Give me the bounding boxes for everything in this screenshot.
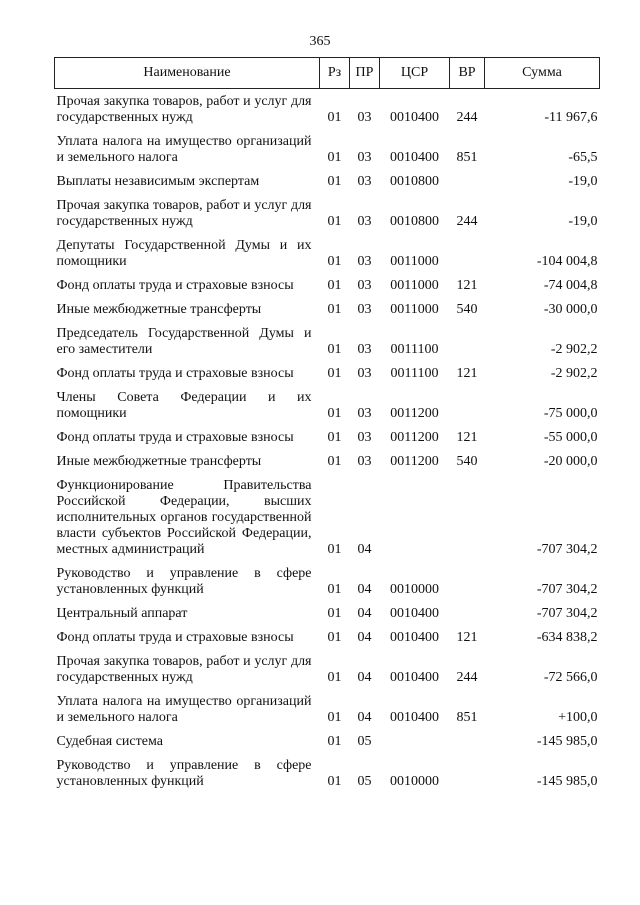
row-rz: 01 [327,670,342,685]
row-name-text: Функционирование Правительства Российской Федерации, высших исполнительных органов государственной власти субъектов Российской Федерации, местных администраций [56,478,312,557]
table-row [55,297,600,321]
row-rz: 01 [327,454,342,469]
row-pr: 03 [357,406,372,421]
row-name [55,385,320,425]
row-sum: -74 004,8 [543,278,598,293]
row-sum: -65,5 [568,150,598,165]
row-csr: 0011000 [390,254,439,269]
row-sum: -19,0 [568,174,598,189]
row-csr: 0010400 [390,110,439,125]
row-pr: 04 [357,542,372,557]
row-csr: 0010000 [390,582,439,597]
table-row [55,129,600,169]
row-name [55,193,320,233]
row-rz: 01 [327,366,342,381]
row-name-text: Фонд оплаты труда и страховые взносы [56,278,294,293]
row-csr: 0011200 [390,430,439,445]
row-name-text: Иные межбюджетные трансферты [56,454,262,469]
row-sum: -145 985,0 [536,734,598,749]
row-name [55,729,320,753]
row-vr [450,561,485,601]
row-name [55,753,320,793]
row-name-text: Прочая закупка товаров, работ и услуг для государственных нужд [56,94,312,125]
row-pr: 03 [357,342,372,357]
row-vr [450,601,485,625]
row-name [55,649,320,689]
row-name-text: Фонд оплаты труда и страховые взносы [56,430,294,445]
row-name [55,625,320,649]
row-sum: -55 000,0 [543,430,598,445]
row-name-text: Уплата налога на имущество организаций и земельного налога [56,134,312,165]
row-pr: 03 [357,430,372,445]
row-csr: 0011000 [390,302,439,317]
row-name [55,321,320,361]
row-rz: 01 [327,606,342,621]
row-sum: -2 902,2 [550,366,598,381]
row-pr: 05 [357,734,372,749]
row-vr: 121 [456,278,478,293]
row-name-text: Выплаты независимым экспертам [56,174,260,189]
table-row [55,449,600,473]
row-name [55,449,320,473]
row-sum: -707 304,2 [536,606,598,621]
row-vr: 540 [456,454,478,469]
row-name-text: Прочая закупка товаров, работ и услуг для государственных нужд [56,198,312,229]
row-sum: -145 985,0 [536,774,598,789]
table-row [55,729,600,753]
row-name [55,561,320,601]
row-vr [450,321,485,361]
budget-table [54,57,600,793]
table-row [55,601,600,625]
row-name-text: Руководство и управление в сфере установленных функций [56,566,312,597]
row-csr: 0010800 [390,174,439,189]
table-row [55,89,600,130]
row-sum: -707 304,2 [536,582,598,597]
row-pr: 04 [357,606,372,621]
table-row [55,233,600,273]
row-sum: -634 838,2 [536,630,598,645]
row-sum: -11 967,6 [544,110,598,125]
row-name [55,297,320,321]
row-pr: 04 [357,630,372,645]
row-vr [450,385,485,425]
row-sum: -707 304,2 [536,542,598,557]
row-csr: 0010400 [390,630,439,645]
row-rz: 01 [327,110,342,125]
row-pr: 04 [357,710,372,725]
header-sum: Сумма [485,58,600,89]
row-csr: 0010400 [390,150,439,165]
row-sum: -20 000,0 [543,454,598,469]
row-csr: 0010000 [390,774,439,789]
row-vr [450,233,485,273]
row-rz: 01 [327,430,342,445]
row-csr: 0011100 [390,366,439,381]
row-rz: 01 [327,734,342,749]
row-name-text: Фонд оплаты труда и страховые взносы [56,366,294,381]
row-rz: 01 [327,254,342,269]
row-csr: 0010800 [390,214,439,229]
row-sum: -75 000,0 [543,406,598,421]
row-name [55,425,320,449]
row-vr: 244 [456,214,478,229]
row-name [55,473,320,561]
row-sum: -19,0 [568,214,598,229]
row-vr: 121 [456,630,478,645]
row-vr: 244 [456,670,478,685]
row-name-text: Центральный аппарат [56,606,188,621]
row-rz: 01 [327,214,342,229]
row-pr: 03 [357,254,372,269]
row-sum: -72 566,0 [543,670,598,685]
table-row [55,625,600,649]
row-vr: 244 [456,110,478,125]
table-row [55,649,600,689]
row-pr: 03 [357,302,372,317]
header-csr: ЦСР [380,58,450,89]
row-name [55,129,320,169]
table-row [55,361,600,385]
header-name: Наименование [55,58,320,89]
row-name-text: Руководство и управление в сфере установленных функций [56,758,312,789]
table-row [55,273,600,297]
row-rz: 01 [327,710,342,725]
row-pr: 05 [357,774,372,789]
row-name-text: Председатель Государственной Думы и его заместители [56,326,312,357]
row-name-text: Судебная система [56,734,163,749]
row-rz: 01 [327,174,342,189]
row-csr: 0011000 [390,278,439,293]
row-pr: 03 [357,454,372,469]
row-name-text: Депутаты Государственной Думы и их помощники [56,238,312,269]
row-pr: 03 [357,150,372,165]
table-row [55,473,600,561]
row-rz: 01 [327,582,342,597]
page-number: 365 [309,34,331,49]
row-name-text: Фонд оплаты труда и страховые взносы [56,630,294,645]
row-csr: 0011200 [390,454,439,469]
row-vr: 121 [456,366,478,381]
row-csr: 0011200 [390,406,439,421]
row-name-text: Уплата налога на имущество организаций и земельного налога [56,694,312,725]
row-name [55,273,320,297]
row-vr: 540 [456,302,478,317]
row-sum: -30 000,0 [543,302,598,317]
row-vr [450,169,485,193]
row-vr [450,753,485,793]
row-csr [380,473,450,561]
row-rz: 01 [327,150,342,165]
row-rz: 01 [327,406,342,421]
row-vr [450,729,485,753]
row-name [55,361,320,385]
row-pr: 03 [357,278,372,293]
row-csr: 0010400 [390,710,439,725]
row-vr: 851 [456,710,478,725]
row-rz: 01 [327,630,342,645]
row-pr: 03 [357,366,372,381]
table-row [55,385,600,425]
table-header [55,58,600,89]
table-row [55,689,600,729]
row-rz: 01 [327,774,342,789]
row-rz: 01 [327,542,342,557]
table-row [55,169,600,193]
row-vr: 851 [456,150,478,165]
header-rz: Рз [320,58,350,89]
header-vr: ВР [450,58,485,89]
row-pr: 03 [357,110,372,125]
row-sum: -104 004,8 [536,254,598,269]
header-pr: ПР [350,58,380,89]
row-csr: 0011100 [390,342,439,357]
row-name-text: Иные межбюджетные трансферты [56,302,262,317]
row-name-text: Члены Совета Федерации и их помощники [56,390,312,421]
table-row [55,425,600,449]
row-vr [450,473,485,561]
row-vr: 121 [456,430,478,445]
row-csr [380,729,450,753]
table-row [55,753,600,793]
row-name [55,601,320,625]
table-row [55,561,600,601]
table-body [55,89,600,794]
row-csr: 0010400 [390,670,439,685]
row-rz: 01 [327,302,342,317]
row-sum: -2 902,2 [550,342,598,357]
row-pr: 03 [357,214,372,229]
row-pr: 03 [357,174,372,189]
table-row [55,193,600,233]
row-rz: 01 [327,278,342,293]
row-rz: 01 [327,342,342,357]
row-name [55,233,320,273]
row-sum: +100,0 [558,710,598,725]
row-pr: 04 [357,670,372,685]
row-csr: 0010400 [390,606,439,621]
row-pr: 04 [357,582,372,597]
row-name [55,169,320,193]
row-name-text: Прочая закупка товаров, работ и услуг для государственных нужд [56,654,312,685]
row-name [55,89,320,130]
row-name [55,689,320,729]
table-row [55,321,600,361]
